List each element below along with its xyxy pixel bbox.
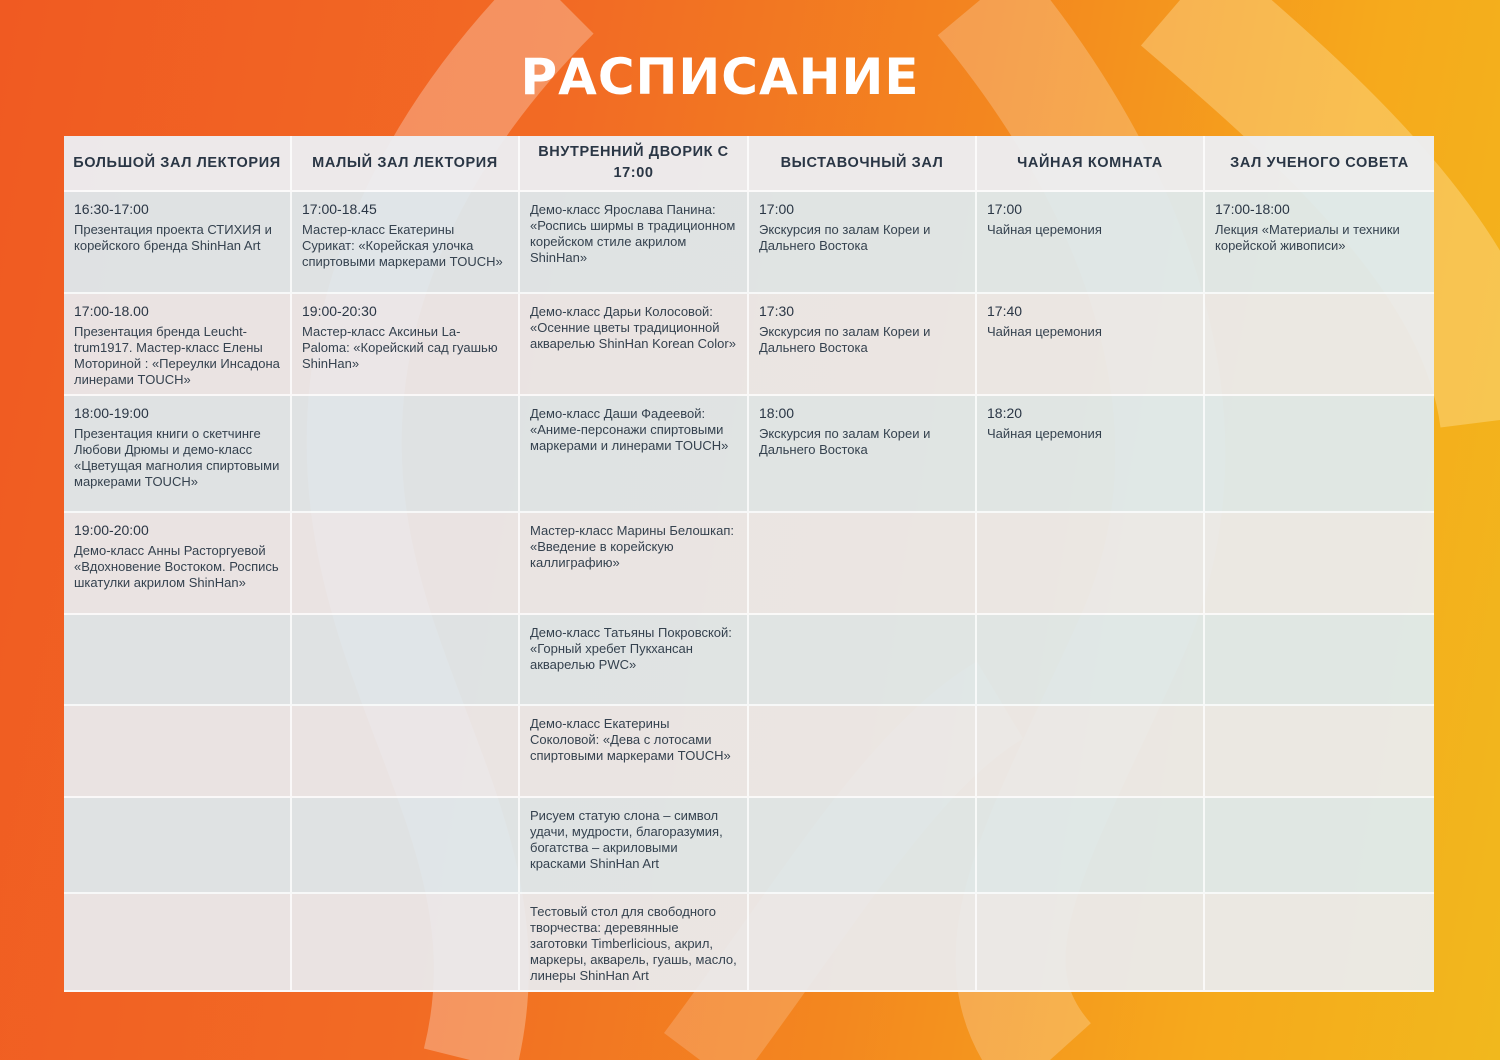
column-header-big-hall: БОЛЬШОЙ ЗАЛ ЛЕКТОРИЯ [64, 136, 292, 192]
schedule-cell-tea-room [977, 513, 1205, 615]
schedule-cell-courtyard [520, 894, 749, 992]
schedule-cell-exhibition-hall [749, 294, 977, 396]
schedule-cell-big-hall [64, 513, 292, 615]
event-time: 17:00 [987, 201, 1023, 217]
schedule-cell-big-hall [64, 706, 292, 798]
event-description: Презентация проекта СТИХИЯ и корейского бренда ShinHan Art [74, 222, 272, 253]
schedule-cell-council-hall [1205, 513, 1434, 615]
event-description: Мастер-класс Марины Белошкап: «Введение в корейскую каллиграфию» [530, 523, 734, 570]
schedule-cell-tea-room [977, 396, 1205, 513]
schedule-cell-courtyard [520, 192, 749, 294]
schedule-cell-council-hall [1205, 294, 1434, 396]
event-time: 18:20 [987, 405, 1023, 421]
schedule-cell-big-hall [64, 294, 292, 396]
schedule-cell-courtyard [520, 396, 749, 513]
event-description: Лекция «Материалы и техники корейской живописи» [1215, 222, 1400, 253]
schedule-cell-exhibition-hall [749, 513, 977, 615]
schedule-cell-courtyard [520, 294, 749, 396]
schedule-table [64, 136, 1434, 992]
event-description: Презентация бренда Leucht-trum1917. Мастер-класс Елены Моториной : «Переулки Инсадона линерами TOUCH» [74, 324, 280, 387]
schedule-cell-exhibition-hall [749, 798, 977, 894]
schedule-cell-courtyard [520, 615, 749, 706]
column-header-small-hall: МАЛЫЙ ЗАЛ ЛЕКТОРИЯ [292, 136, 520, 192]
column-header-courtyard: ВНУТРЕННИЙ ДВОРИК С 17:00 [520, 136, 749, 192]
event-time: 17:00-18:00 [1215, 201, 1290, 217]
schedule-cell-big-hall [64, 396, 292, 513]
column-header-exhibition-hall: ВЫСТАВОЧНЫЙ ЗАЛ [749, 136, 977, 192]
schedule-cell-tea-room [977, 894, 1205, 992]
schedule-cell-council-hall [1205, 706, 1434, 798]
event-time: 17:40 [987, 303, 1023, 319]
schedule-cell-exhibition-hall [749, 192, 977, 294]
schedule-cell-small-hall [292, 615, 520, 706]
event-time: 18:00-19:00 [74, 405, 149, 421]
schedule-cell-small-hall [292, 798, 520, 894]
event-description: Презентация книги о скетчинге Любови Дрюмы и демо-класс «Цветущая магнолия спиртовыми маркерами TOUCH» [74, 426, 280, 489]
schedule-cell-council-hall [1205, 192, 1434, 294]
schedule-cell-courtyard [520, 513, 749, 615]
schedule-cell-small-hall [292, 192, 520, 294]
schedule-cell-tea-room [977, 294, 1205, 396]
event-description: Мастер-класс Екатерины Сурикат: «Корейская улочка спиртовыми маркерами TOUCH» [302, 222, 503, 269]
event-time: 18:00 [759, 405, 795, 421]
event-description: Чайная церемония [987, 324, 1102, 339]
schedule-cell-big-hall [64, 615, 292, 706]
schedule-cell-small-hall [292, 706, 520, 798]
event-description: Чайная церемония [987, 426, 1102, 441]
event-description: Демо-класс Анны Расторгуевой «Вдохновение Востоком. Роспись шкатулки акрилом ShinHan» [74, 543, 279, 590]
schedule-cell-big-hall [64, 798, 292, 894]
event-description: Демо-класс Екатерины Соколовой: «Дева с лотосами спиртовыми маркерами TOUCH» [530, 716, 731, 763]
column-header-tea-room: ЧАЙНАЯ КОМНАТА [977, 136, 1205, 192]
event-time: 17:00-18.00 [74, 303, 149, 319]
schedule-cell-courtyard [520, 706, 749, 798]
schedule-cell-small-hall [292, 396, 520, 513]
event-description: Демо-класс Ярослава Панина: «Роспись ширмы в традиционном корейском стиле акрилом ShinHan» [530, 202, 736, 265]
schedule-cell-exhibition-hall [749, 615, 977, 706]
event-description: Демо-класс Татьяны Покровской: «Горный хребет Пукхансан акварелью PWC» [530, 625, 732, 672]
event-description: Тестовый стол для свободного творчества: деревянные заготовки Timberlicious, акрил, маркеры, акварель, гуашь, масло, линеры ShinHan Art [530, 904, 737, 983]
event-description: Мастер-класс Аксиньи La-Paloma: «Корейский сад гуашью ShinHan» [302, 324, 498, 371]
schedule-cell-exhibition-hall [749, 706, 977, 798]
schedule-cell-small-hall [292, 513, 520, 615]
schedule-cell-council-hall [1205, 615, 1434, 706]
schedule-cell-courtyard [520, 798, 749, 894]
schedule-cell-council-hall [1205, 894, 1434, 992]
event-time: 16:30-17:00 [74, 201, 149, 217]
page-title: РАСПИСАНИЕ [520, 48, 920, 106]
event-time: 17:00-18.45 [302, 201, 377, 217]
schedule-cell-council-hall [1205, 396, 1434, 513]
column-header-council-hall: ЗАЛ УЧЕНОГО СОВЕТА [1205, 136, 1434, 192]
event-description: Демо-класс Дарьи Колосовой: «Осенние цветы традиционной акварелью ShinHan Korean Color» [530, 304, 736, 351]
event-description: Чайная церемония [987, 222, 1102, 237]
schedule-cell-tea-room [977, 798, 1205, 894]
event-time: 19:00-20:00 [74, 522, 149, 538]
schedule-cell-big-hall [64, 192, 292, 294]
event-description: Рисуем статую слона – символ удачи, мудрости, благоразумия, богатства – акриловыми красками ShinHan Art [530, 808, 723, 871]
schedule-cell-tea-room [977, 192, 1205, 294]
event-description: Экскурсия по залам Кореи и Дальнего Востока [759, 222, 931, 253]
event-time: 19:00-20:30 [302, 303, 377, 319]
schedule-cell-small-hall [292, 894, 520, 992]
schedule-cell-council-hall [1205, 798, 1434, 894]
schedule-cell-tea-room [977, 706, 1205, 798]
event-description: Экскурсия по залам Кореи и Дальнего Востока [759, 324, 931, 355]
event-description: Демо-класс Даши Фадеевой: «Аниме-персонажи спиртовыми маркерами и линерами TOUCH» [530, 406, 729, 453]
event-description: Экскурсия по залам Кореи и Дальнего Востока [759, 426, 931, 457]
schedule-cell-big-hall [64, 894, 292, 992]
schedule-cell-exhibition-hall [749, 396, 977, 513]
event-time: 17:30 [759, 303, 795, 319]
schedule-cell-tea-room [977, 615, 1205, 706]
schedule-cell-exhibition-hall [749, 894, 977, 992]
event-time: 17:00 [759, 201, 795, 217]
schedule-cell-small-hall [292, 294, 520, 396]
